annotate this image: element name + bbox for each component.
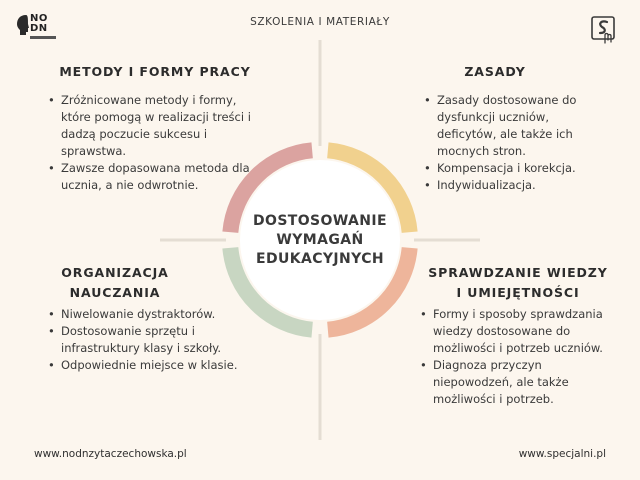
list-item: • Zróżnicowane metody i formy, które pomogą w realizacji treści i dadzą poczucie sukcesu i sprawstwa.: [48, 92, 260, 160]
section-title-line2: NAUCZANIA: [69, 285, 161, 300]
list-sprawdzanie: [420, 306, 616, 408]
list-metody: [48, 92, 260, 194]
logo-text-line1: NO: [30, 13, 48, 24]
list-item: • Indywidualizacja.: [424, 177, 610, 194]
logo-text: [30, 14, 48, 34]
section-title-line2: I UMIEJĘTNOŚCI: [456, 285, 580, 300]
list-organizacja: [48, 306, 248, 374]
list-item: • Zasady dostosowane do dysfunkcji uczniów, deficytów, ale także ich mocnych stron.: [424, 92, 610, 160]
section-title-metody: METODY I FORMY PRACY: [59, 64, 251, 79]
list-item: • Diagnoza przyczyn niepowodzeń, ale także możliwości i potrzeb.: [420, 357, 616, 408]
header-title: SZKOLENIA I MATERIAŁY: [250, 16, 390, 28]
logo-text-line2: DN: [30, 23, 48, 34]
list-item: • Niwelowanie dystraktorów.: [48, 306, 248, 323]
footer-url-left[interactable]: www.nodnzytaczechowska.pl: [34, 448, 187, 460]
center-title: DOSTOSOWANIE WYMAGAŃ EDUKACYJNYCH: [253, 213, 387, 267]
head-profile-icon: [16, 14, 30, 36]
list-item: • Dostosowanie sprzętu i infrastruktury klasy i szkoły.: [48, 323, 248, 357]
footer-url-right[interactable]: www.specjalni.pl: [518, 448, 606, 460]
section-title-line1: SPRAWDZANIE WIEDZY: [428, 265, 608, 280]
nodn-logo: [16, 12, 56, 48]
section-title-line1: ORGANIZACJA: [61, 265, 169, 280]
list-item: • Formy i sposoby sprawdzania wiedzy dostosowane do możliwości i potrzeb uczniów.: [420, 306, 616, 357]
list-item: • Kompensacja i korekcja.: [424, 160, 610, 177]
section-title-sprawdzanie: [418, 263, 618, 303]
list-item: • Zawsze dopasowana metoda dla ucznia, a nie odwrotnie.: [48, 160, 260, 194]
section-title-organizacja: [40, 263, 190, 303]
list-item: • Odpowiednie miejsce w klasie.: [48, 357, 248, 374]
list-zasady: [424, 92, 610, 194]
section-title-zasady: ZASADY: [464, 64, 526, 79]
specjalni-logo-icon: [591, 16, 617, 46]
logo-underline: [30, 36, 56, 39]
